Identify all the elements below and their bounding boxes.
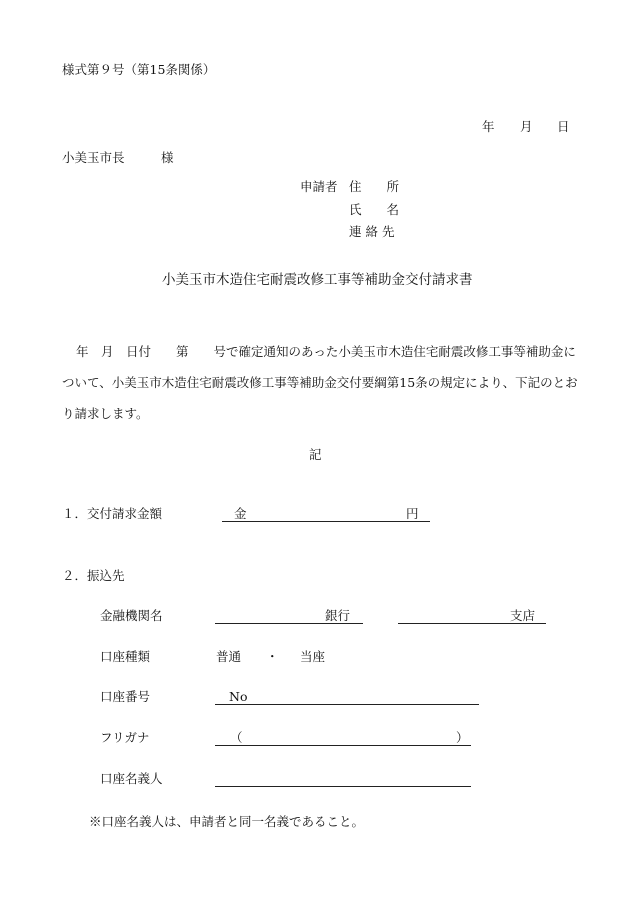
holder-note: ※口座名義人は、申請者と同一名義であること。: [89, 814, 365, 829]
account-type-ordinary[interactable]: 普通: [216, 649, 242, 664]
branch-suffix: 支店: [510, 608, 536, 623]
account-holder-label: 口座名義人: [100, 771, 163, 786]
bank-name-field[interactable]: [215, 623, 363, 624]
account-type-label: 口座種類: [100, 649, 151, 664]
applicant-label: 申請者: [300, 179, 338, 194]
body-line-1: 年 月 日付 第 号で確定通知のあった小美玉市木造住宅耐震改修工事等補助金に: [76, 344, 576, 359]
amount-suffix: 円: [406, 506, 419, 521]
account-holder-field[interactable]: [215, 786, 471, 787]
applicant-address-label: 住 所: [349, 179, 400, 194]
furigana-open-paren: （: [230, 730, 243, 745]
branch-name-field[interactable]: [398, 623, 546, 624]
form-number: 様式第９号（第15条関係）: [62, 62, 216, 77]
date-year: 年: [482, 119, 495, 134]
account-number-prefix: No: [229, 689, 248, 704]
transfer-heading: ２．振込先: [62, 568, 125, 583]
addressee-name: 小美玉市長: [62, 150, 125, 165]
applicant-contact-label: 連 絡 先: [349, 224, 395, 239]
ki-heading: 記: [309, 447, 322, 462]
account-type-separator: ・: [266, 649, 279, 664]
addressee-honorific: 様: [161, 150, 174, 165]
date-month: 月: [520, 119, 533, 134]
applicant-name-label: 氏 名: [349, 202, 400, 217]
bank-label: 金融機関名: [100, 608, 163, 623]
account-number-label: 口座番号: [100, 689, 151, 704]
document-title: 小美玉市木造住宅耐震改修工事等補助金交付請求書: [162, 272, 473, 288]
amount-prefix: 金: [234, 506, 247, 521]
furigana-field[interactable]: [215, 745, 471, 746]
furigana-close-paren: ）: [456, 730, 469, 745]
account-number-field[interactable]: [215, 704, 479, 705]
amount-label: １．交付請求金額: [62, 506, 163, 521]
account-type-checking[interactable]: 当座: [300, 649, 326, 664]
body-paragraph: [62, 336, 584, 429]
date-day: 日: [557, 119, 570, 134]
furigana-label: フリガナ: [100, 730, 150, 745]
body-line-3: り請求します。: [62, 406, 149, 421]
body-line-2: ついて、小美玉市木造住宅耐震改修工事等補助金交付要綱第15条の規定により、下記のとお: [62, 375, 578, 390]
amount-field[interactable]: [222, 521, 430, 522]
bank-suffix: 銀行: [325, 608, 351, 623]
